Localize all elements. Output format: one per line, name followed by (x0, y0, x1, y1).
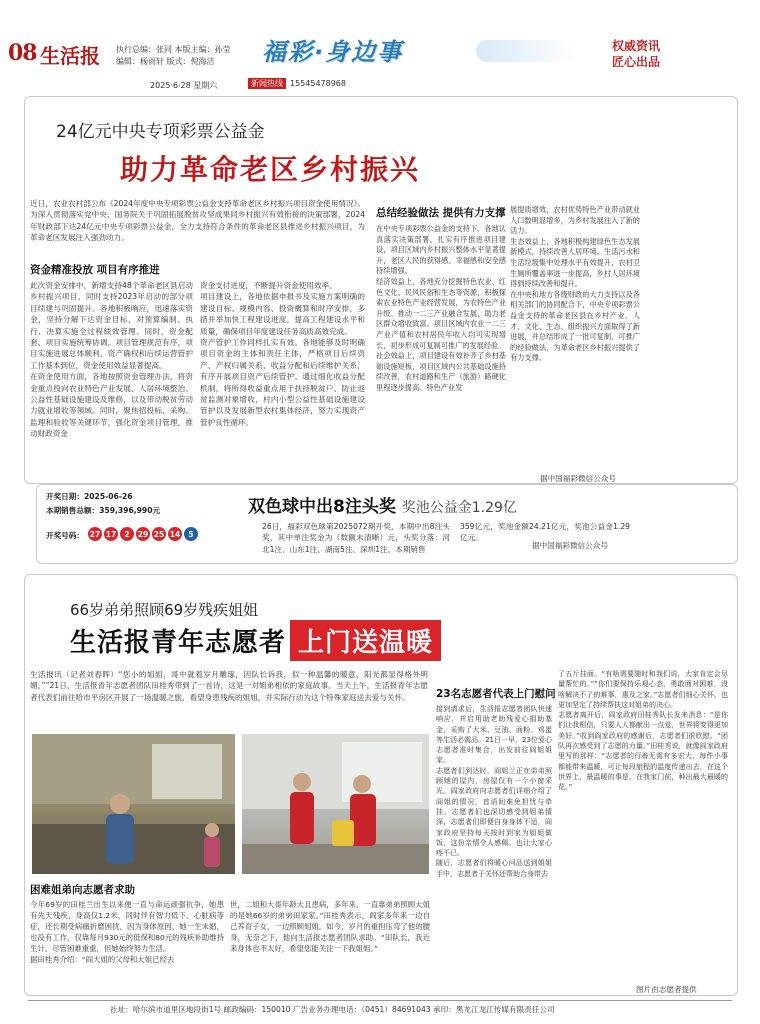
article1-column2: 资金支付进度，不断提升资金使用效率。 项目建设上，各地依据申报书及实施方案明确的建设目标、规模内容、投资概算和时序安排，多措并举加快工程建设进度，提高工程建设水平和质量，确保项目年度建设任务高质高效完成。 资产管护工作同样扎实有效。各地能够及时明确项目资金的主体和责任主体，严格项目后续资产、产权归属关系、收益分配和后续维护关系，有序开展项目资产后续管护。通过细化收益分配机制，将所得收益重点用于扶持脱贫户、防止返贫监测对象增收，村内小型公益性基础设施建设管护以及发展新型农村集体经济，努力实现资产管护良性循环。 (200, 281, 365, 427)
article1-column4: 展提质增效，农村优势特色产业带动就业人口数明显增多，为乡村发展注入了新的活力。 生态效益上，各地积极构建绿色生态发展新模式，持续改善人居环境。生活污水和生活垃圾集中处理水平有效提升，农村卫生厕所覆盖率进一步提高，乡村人居环境得到持续改善和提升。 在中央和地方各级财政的大力支持以及各相关部门的协同配合下，中央专项彩票公益金支持的革命老区县在乡村产业、人才、文化、生态、组织振兴方面取得了新进展，并总结形成了一批可复制、可推广的经验做法，为革命老区乡村振兴提供了有力支撑。 (510, 205, 640, 363)
banner-decoration (476, 40, 576, 62)
article2-title-main: 生活报青年志愿者 (70, 628, 287, 658)
lottery-pool: 奖池公益金1.29亿 (401, 500, 517, 516)
article2-title (70, 620, 441, 661)
photo-illustration (242, 734, 429, 874)
article1-column1: 此次资金安排中，新增支持48个革命老区县启动乡村振兴项目，同时支持2023年启动的部分项目续建与巩固提升。各地积极响应，迅速落实资金，坚持分解下达资金目标，对预算编制、执行、决算实施全过程绩效管理。同时，资金配套、项目实施统筹协调，项目管理规范有序，项目实施进展总体顺利，资产确权和后续运营管护工作基本到位，资金使用效益显著提高。 在资金使用方面，各地按照资金管理办法，将资金重点投向农业特色产业发展、人居环境整治、公益性基础设施建设及维修，以及带动脱贫劳动力就业增收等领域。同时，聚焦招投标、采购、监理和验收等关键环节，强化资金项目管理，推动财政资金 (30, 281, 193, 439)
numbers-label: 开奖号码： (46, 531, 84, 540)
article1-intro: 近日，农业农村部公布《2024年度中央专项彩票公益金支持革命老区乡村振兴项目资金使用情况》。为深入贯彻落实党中央、国务院关于巩固拓展脱贫攻坚成果同乡村振兴有效衔接的决策部署，2024年财政部下达24亿元中央专项彩票公益金，全力支持符合条件的革命老区县推进乡村振兴项目，为革命老区发展注入强劲动力。 (30, 199, 365, 243)
footer-divider (28, 1000, 732, 1001)
photo-credit: 图片由志愿者提供 (636, 985, 697, 994)
article2-subtitle: 66岁弟弟照顾69岁残疾姐姐 (70, 601, 259, 619)
paper-name-logo: 生活报 (40, 44, 100, 68)
red-ball: 17 (104, 527, 118, 541)
article2-column1: 今年69岁的田桂兰出生以来便一直与命运顽强抗争，她患有先天残疾，身高仅1.2米，同时伴有智力低下、心脏病等症，还长期受病痛折磨困扰，因为身体原因，她一生未婚，也没有工作，仅靠每月930元的低保和80元的残疾补助维持生计。尽管困难重重，但她始终努力生活。 据田桂秀介绍：“阎大姐的父母和大姐已经去 (30, 900, 224, 964)
blue-ball: 5 (184, 527, 198, 541)
article2-section1-heading: 困难姐弟向志愿者求助 (30, 884, 135, 896)
draw-date: 开奖日期：2025-06-26 (46, 492, 133, 501)
page-number: 08 (8, 40, 37, 66)
hotline-label: 新闻热线 (248, 78, 286, 89)
red-ball: 29 (136, 527, 150, 541)
photo-illustration (32, 734, 235, 874)
slogan (612, 38, 660, 70)
red-ball: 2 (120, 527, 134, 541)
article2-column4: 了五斤挂面。“有啥需要随时和我们说，大家肯定会尽量帮忙的。”“你们要保持乐观心态，勇敢面对困难，没啥解决不了的难事，惠及之家。”志愿者们细心关怀，也更加坚定了持续帮扶这对姐弟的决心。 志愿者离开后，阎家政府田桂秀队长发来消息：“是你们让我相信，只要人人都献出一点爱，世界将变得更加美好。”收到阎家政府的感谢后，志愿者们很欣慰。“团队再次感受到了志愿的力量。”田桂秀说，就像阎家政府里写的那样：“志愿者的行善无需有多宏大，每件小事都能带来温暖，可让每段旅程的温度传递出去，在这个世界上，最温暖的事是，在我家门前，种出最大最暖的花。” (558, 670, 728, 792)
article2-column3: 接到请求后，生活报志愿者团队快速响应，并启用助老助残爱心捐助基金，采购了大米、豆油、面粉、鸡蛋等生活必需品。21日一早，23位爱心志愿者准时集合，出发前往阎姐姐家。 志愿者们到达时，阎姐兰正在弟弟照顾她的屋内，房屋仅有一个小窗采光。阎家政府向志愿者们详细介绍了阎姐的情况，首语间难免担忧与牵挂。志愿者们也深切感受到姐弟情深，志愿者们即便自身身体不适，阎家政府坚持每天按时到家为姐姐做饭，这份亲情令人感佩。也让大家心疼不已。 随后，志愿者们将暖心问品送到姐姐手中，志愿者于关怀还帮助合身带去 (436, 705, 552, 878)
lottery-headline (248, 492, 517, 517)
article2-intro: 生活报讯（记者刘春晖）“您小的姐姐，哥中就着岁月雕琢，因队长诉我，似一种温馨的暖意，阳光都显得格外明媚。””21日，生活报青年志愿者团队田桂秀带到了一首诗，这是一对姐弟相依的家庭故事。当天上午，生活报青年志愿者代表们前往哈市平房区开展了一场温暖之旅，看望身患残疾的姐姐，并实际行动为这个特殊家庭送去爱与关怀。 (30, 670, 428, 702)
article1-section2-heading: 总结经验做法 提供有力支撑 (376, 207, 506, 219)
lottery-meta (46, 490, 160, 518)
issue-date: 2025·6·28 星期六 (150, 81, 218, 90)
lottery-source: 据中国福彩微信公众号 (532, 541, 608, 550)
footer-info: 社址：哈尔滨市道里区地段街1号 邮政编码：150010 广告业务办理电话：（0451）84691043 承印：黑龙江龙江传媒有限责任公司 (110, 1005, 555, 1014)
column-title-banner (262, 32, 480, 68)
red-ball: 27 (88, 527, 102, 541)
article1-subtitle: 24亿元中央专项彩票公益金 (56, 122, 265, 142)
credit-line: 编辑：杨雨轩 版式：倪海洁 (116, 57, 215, 66)
editor-credits (116, 44, 231, 68)
lottery-paragraph2: 359亿元，奖池金额24.21亿元，奖池公益金1.29亿元。 (460, 522, 630, 543)
red-ball: 25 (152, 527, 166, 541)
article2-section2-heading: 23名志愿者代表上门慰问 (436, 688, 556, 700)
column-title: 福彩·身边事 (262, 38, 404, 66)
article2-column2: 世，二姐和大哥年龄大且患病，多年来，一直靠弟弟照顾大姐的是她66岁的弟弟田家家。”田桂秀表示，阎家多年来一边自己养育子女，一边照顾姐姐。如今，岁月的重担压弯了他的腰身，无奈之下，他向生活报志愿者团队求助。“田队长，我近来身体也不太好，希望您能关注一下我姐姐。” (230, 900, 430, 953)
red-ball: 14 (168, 527, 182, 541)
article1-title: 助力革命老区乡村振兴 (120, 153, 421, 186)
lottery-title: 双色球中出8注头奖 (248, 497, 396, 517)
slogan-line: 匠心出品 (612, 55, 661, 69)
article1-source: 据中国福彩微信公众号 (540, 474, 616, 483)
sales-total: 本期销售总额：359,396,990元 (46, 506, 161, 515)
winning-numbers (88, 527, 198, 541)
photo-volunteers-visit (242, 734, 429, 874)
article1-section1-heading: 资金精准投放 项目有序推进 (30, 264, 160, 276)
credit-line: 执行总编：张同 本版主编：孙莹 (116, 45, 231, 54)
news-hotline (248, 78, 346, 89)
lottery-result-box (36, 484, 736, 562)
article2-title-highlight: 上门送温暖 (290, 620, 441, 661)
photo-elderly-sister (32, 734, 235, 874)
lottery-paragraph1: 26日，福彩双色球第2025072期开奖，本期中出8注头奖，其中单注奖金为（数额未清晰）元，头奖分落：河北1注、山东1注、湖南5注、深圳1注。本期销售 (262, 522, 450, 554)
slogan-line: 权威资讯 (612, 39, 661, 53)
masthead (0, 0, 760, 92)
article1-column3: 在中央专项彩票公益金的支持下，各地认真落实决策部署，扎实有序推进项目建设，项目区域内乡村振兴整体水平显著提升，老区人民的获得感、幸福感和安全感持续增强。 经济效益上，各地充分挖掘特色农业、红色文化、民风民俗和生态等资源，积极探索农业特色产业经营发展，为农特色产业升级、推动一二三产业融合发展，助力老区群众增收致富。项目区域内农业一二三产业产值和农村居民年收入均可实现增长，初步形成可复制可推广的发展经验。 社会效益上，项目建设有效补齐了乡村基础设施短板，项目区域内公共基础设施持续改善，农村道路和生产（旅游）路硬化里程逐步提高。特色产业发 (376, 224, 506, 392)
hotline-number: 15545478968 (290, 79, 346, 88)
